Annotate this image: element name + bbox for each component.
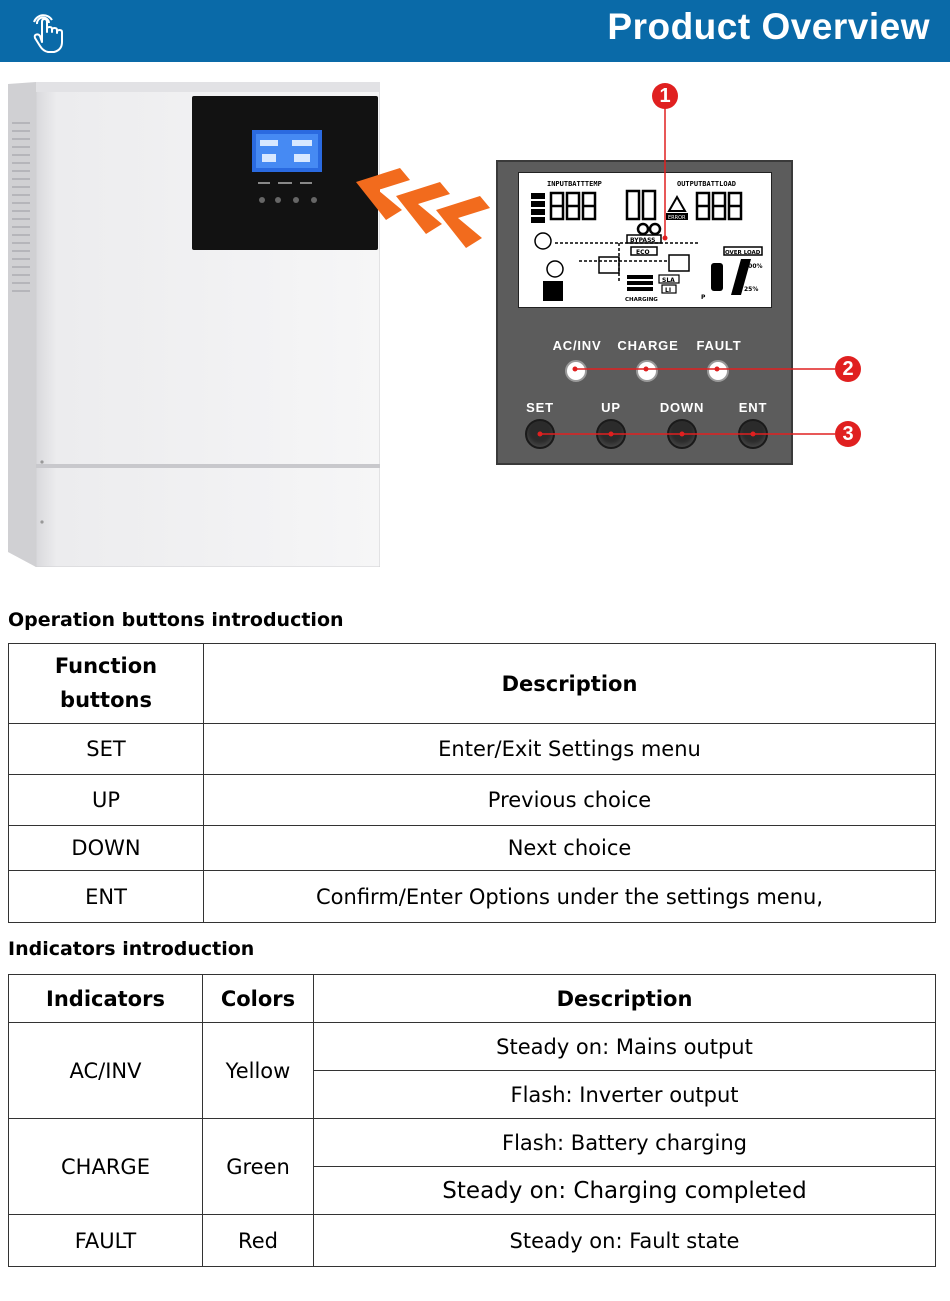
header-colors: Colors	[203, 975, 314, 1023]
table-header-row	[9, 644, 936, 724]
description-cell: Previous choice	[204, 775, 936, 826]
button-cell: SET	[9, 724, 204, 775]
description-cell: Steady on: Charging completed	[314, 1167, 936, 1215]
table-row	[9, 826, 936, 871]
lcd-output-label: OUTPUTBATTLOAD	[677, 180, 737, 188]
lcd-display	[518, 172, 772, 308]
lcd-input-label: INPUTBATTTEMP	[547, 180, 602, 188]
lcd-eco-label: ECO	[636, 249, 650, 256]
table-row	[9, 1215, 936, 1267]
hand-pointer-icon	[22, 8, 70, 56]
page-header	[0, 0, 950, 62]
indicator-cell: AC/INV	[9, 1023, 203, 1119]
lcd-charging-label: CHARGING	[625, 297, 658, 303]
description-cell: Enter/Exit Settings menu	[204, 724, 936, 775]
indicator-label-charge: CHARGE	[617, 338, 679, 353]
button-cell: ENT	[9, 871, 204, 923]
indicators-table	[8, 974, 936, 1267]
indicator-cell: CHARGE	[9, 1119, 203, 1215]
header-indicators: Indicators	[9, 975, 203, 1023]
description-cell: Next choice	[204, 826, 936, 871]
table-row	[9, 1119, 936, 1167]
lcd-overload-label: OVER LOAD	[725, 250, 761, 256]
button-label-down: DOWN	[659, 400, 705, 415]
buttons-table	[8, 643, 936, 923]
callout-2: 2	[835, 356, 861, 382]
led-acinv	[565, 360, 587, 382]
table-row	[9, 724, 936, 775]
lcd-p-label: P	[701, 294, 706, 301]
indicator-label-fault: FAULT	[696, 338, 742, 353]
table-row	[9, 1023, 936, 1071]
page-title: Product Overview	[607, 6, 930, 47]
header-description: Description	[204, 644, 936, 724]
ent-button[interactable]	[738, 419, 768, 449]
button-label-up: UP	[601, 400, 621, 415]
indicator-label-acinv: AC/INV	[552, 338, 602, 353]
lcd-sla-label: SLA	[662, 277, 675, 284]
color-cell: Yellow	[203, 1023, 314, 1119]
inverter-device-image	[8, 82, 380, 567]
table-row	[9, 775, 936, 826]
indicator-cell: FAULT	[9, 1215, 203, 1267]
callout-3: 3	[835, 421, 861, 447]
set-button[interactable]	[525, 419, 555, 449]
header-function-buttons: Function buttons	[9, 644, 204, 724]
description-cell: Steady on: Mains output	[314, 1023, 936, 1071]
color-cell: Red	[203, 1215, 314, 1267]
description-cell: Flash: Battery charging	[314, 1119, 936, 1167]
lcd-100pct-label: 100%	[744, 263, 763, 270]
pointer-arrows	[356, 168, 496, 248]
control-panel	[496, 160, 793, 465]
color-cell: Green	[203, 1119, 314, 1215]
description-cell: Confirm/Enter Options under the settings menu,	[204, 871, 936, 923]
led-fault	[707, 360, 729, 382]
down-button[interactable]	[667, 419, 697, 449]
button-cell: DOWN	[9, 826, 204, 871]
table-row	[9, 871, 936, 923]
description-cell: Flash: Inverter output	[314, 1071, 936, 1119]
header-description: Description	[314, 975, 936, 1023]
lcd-bypass-label: BYPASS	[630, 237, 656, 244]
indicators-section-title: Indicators introduction	[8, 938, 255, 960]
button-cell: UP	[9, 775, 204, 826]
lcd-25pct-label: 25%	[744, 286, 759, 293]
table-header-row	[9, 975, 936, 1023]
lcd-error-label: ERROR	[668, 215, 686, 221]
up-button[interactable]	[596, 419, 626, 449]
buttons-section-title: Operation buttons introduction	[8, 609, 344, 631]
lcd-li-label: LI	[665, 287, 672, 294]
lcd-segments	[519, 173, 773, 309]
led-charge	[636, 360, 658, 382]
button-label-ent: ENT	[738, 400, 768, 415]
button-label-set: SET	[526, 400, 554, 415]
callout-1: 1	[652, 83, 678, 109]
description-cell: Steady on: Fault state	[314, 1215, 936, 1267]
